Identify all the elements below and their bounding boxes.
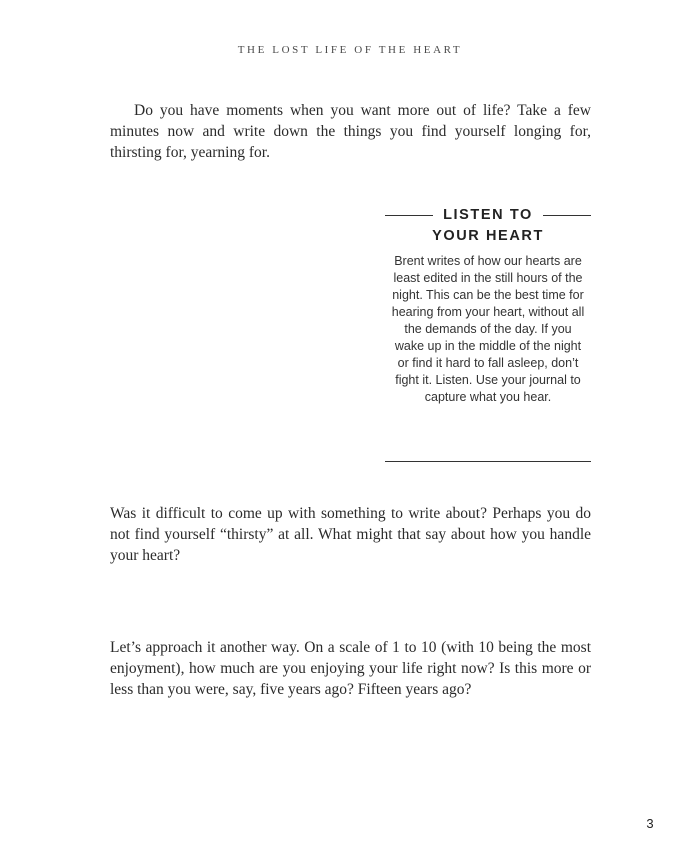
- sidebar-heading-line2: YOUR HEART: [432, 228, 544, 244]
- sidebar-left-rule: [385, 215, 433, 216]
- sidebar-box: [385, 205, 591, 406]
- running-head: THE LOST LIFE OF THE HEART: [237, 44, 463, 56]
- sidebar-body-text: Brent writes of how our hearts are least edited in the still hours of the night. This can be the best time for hearing from your heart, without all the demands of the day. If you wake up in the middle of the night or find it hard to fall asleep, don’t fight it. Listen. Use your journal to capture what you hear.: [391, 254, 585, 404]
- sidebar-bottom-rule: [385, 461, 591, 462]
- page-number: 3: [646, 816, 654, 831]
- sidebar-heading: [385, 205, 591, 225]
- sidebar-right-rule: [543, 215, 591, 216]
- paragraph-thirsty: Was it difficult to come up with something to write about? Perhaps you do not find yourself “thirsty” at all. What might that say about how you handle your heart?: [110, 505, 591, 564]
- paragraph-longing: Do you have moments when you want more out of life? Take a few minutes now and write down the things you find yourself longing for, thirsting for, yearning for.: [110, 102, 591, 161]
- sidebar-heading-line1: LISTEN TO: [443, 207, 533, 223]
- paragraph-scale: Let’s approach it another way. On a scale of 1 to 10 (with 10 being the most enjoyment), how much are you enjoying your life right now? Is this more or less than you were, say, five years ago? Fifteen years ago?: [110, 639, 591, 698]
